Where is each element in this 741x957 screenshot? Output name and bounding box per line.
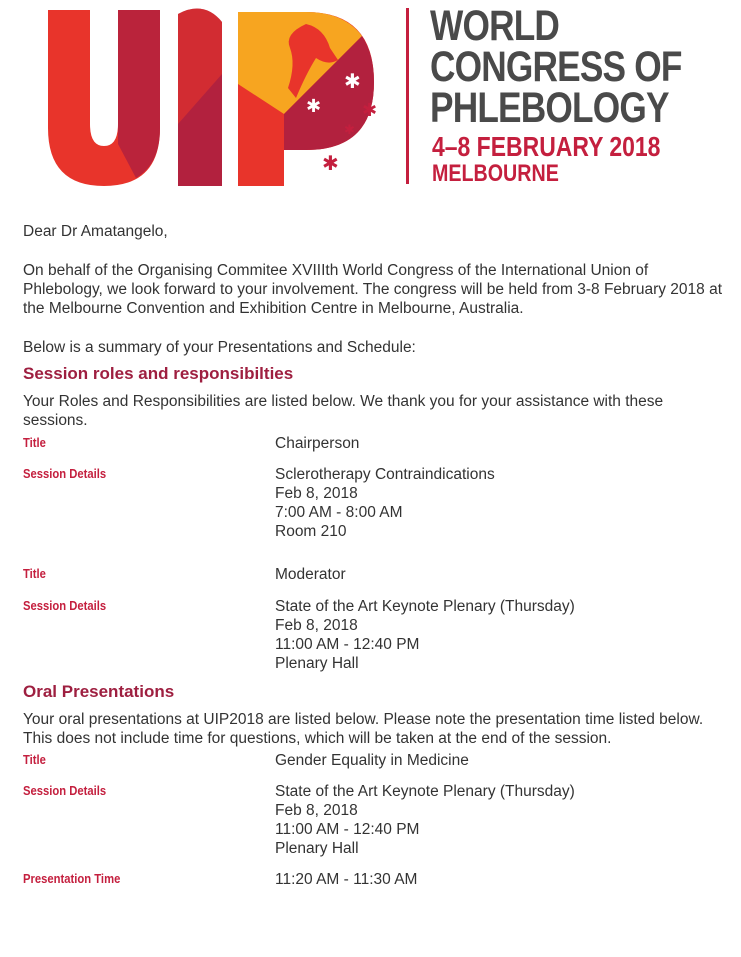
event-dates: 4–8 FEBRUARY 2018 bbox=[432, 131, 661, 162]
presentation-title: Gender Equality in Medicine bbox=[275, 752, 469, 769]
session-room: Plenary Hall bbox=[275, 655, 359, 672]
session-details-row bbox=[23, 782, 723, 858]
session-name: State of the Art Keynote Plenary (Thursday) bbox=[275, 598, 575, 615]
roles-intro: Your Roles and Responsibilities are listed below. We thank you for your assistance with these sessions. bbox=[23, 393, 664, 429]
presentation-time: 11:20 AM - 11:30 AM bbox=[275, 871, 418, 888]
roles-heading: Session roles and responsibilties bbox=[23, 364, 294, 383]
title-label: Title bbox=[23, 567, 46, 581]
header-divider bbox=[406, 8, 409, 184]
uip-logo bbox=[44, 4, 394, 189]
greeting: Dear Dr Amatangelo, bbox=[23, 223, 168, 240]
session-time: 7:00 AM - 8:00 AM bbox=[275, 504, 403, 521]
letter-body bbox=[23, 222, 723, 889]
session-time: 11:00 AM - 12:40 PM bbox=[275, 636, 420, 653]
session-details-label: Session Details bbox=[23, 599, 107, 613]
presentation-title-row bbox=[23, 751, 723, 770]
role-title: Moderator bbox=[275, 566, 346, 583]
title-label: Title bbox=[23, 753, 46, 767]
oral-intro: Your oral presentations at UIP2018 are listed below. Please note the presentation time listed below. This does not include time for questions, which will be taken at the end of the session. bbox=[23, 711, 704, 747]
role-title: Chairperson bbox=[275, 435, 360, 452]
role-title-row bbox=[23, 565, 723, 584]
svg-text:✱: ✱ bbox=[306, 96, 322, 117]
svg-text:✱: ✱ bbox=[344, 69, 361, 93]
email-header bbox=[0, 0, 741, 200]
role-title-row bbox=[23, 434, 723, 453]
session-details bbox=[275, 465, 723, 541]
event-title-line: PHLEBOLOGY bbox=[430, 84, 669, 132]
title-label: Title bbox=[23, 436, 46, 450]
event-title bbox=[430, 2, 682, 132]
session-time: 11:00 AM - 12:40 PM bbox=[275, 821, 420, 838]
session-name: State of the Art Keynote Plenary (Thursday) bbox=[275, 783, 575, 800]
oral-heading: Oral Presentations bbox=[23, 682, 175, 701]
event-title-line: WORLD bbox=[430, 2, 560, 50]
session-details-row bbox=[23, 465, 723, 541]
event-city: MELBOURNE bbox=[432, 160, 559, 187]
session-name: Sclerotherapy Contraindications bbox=[275, 466, 495, 483]
session-details bbox=[275, 782, 723, 858]
svg-text:✱: ✱ bbox=[362, 100, 378, 121]
session-details-label: Session Details bbox=[23, 784, 107, 798]
session-details-row bbox=[23, 597, 723, 673]
session-date: Feb 8, 2018 bbox=[275, 617, 358, 634]
event-title-line: CONGRESS OF bbox=[430, 43, 682, 91]
svg-text:✱: ✱ bbox=[322, 151, 339, 175]
session-date: Feb 8, 2018 bbox=[275, 802, 358, 819]
intro-paragraph: On behalf of the Organising Commitee XVIIIth World Congress of the International Union of Phlebology, we look forward to your involvement. The congress will be held from 3-8 February 2018 at the Melbourne Convention and Exhibition Centre in Melbourne, Australia. bbox=[23, 262, 723, 317]
session-room: Plenary Hall bbox=[275, 840, 359, 857]
session-room: Room 210 bbox=[275, 523, 347, 540]
session-date: Feb 8, 2018 bbox=[275, 485, 358, 502]
summary-line: Below is a summary of your Presentations and Schedule: bbox=[23, 339, 416, 356]
session-details bbox=[275, 597, 723, 673]
presentation-time-label: Presentation Time bbox=[23, 872, 121, 886]
session-details-label: Session Details bbox=[23, 467, 107, 481]
svg-text:✱: ✱ bbox=[344, 123, 355, 138]
presentation-time-row bbox=[23, 870, 723, 889]
